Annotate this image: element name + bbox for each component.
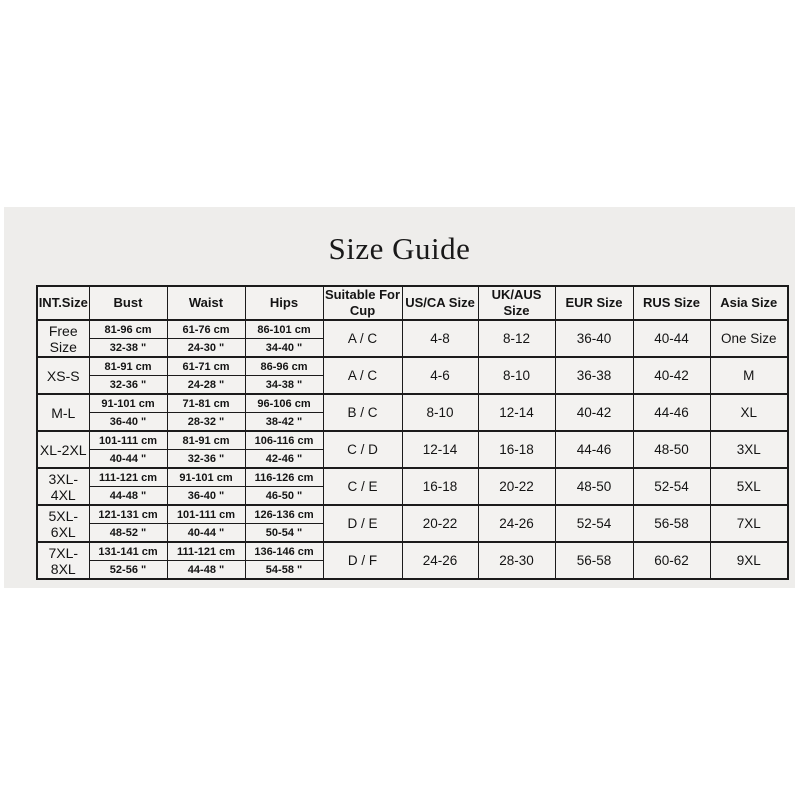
waist-in-cell: 32-36 " [167,450,245,469]
eur-cell: 36-40 [555,320,633,357]
eur-cell: 40-42 [555,394,633,431]
waist-in-cell: 24-28 " [167,376,245,395]
table-row [37,320,788,357]
hips-in-cell: 50-54 " [245,524,323,543]
header-hips: Hips [245,286,323,320]
hips-cm-cell: 106-116 cm [245,431,323,450]
cup-cell: C / E [323,468,402,505]
bust-cm-cell: 111-121 cm [89,468,167,487]
header-us-ca: US/CA Size [402,286,478,320]
us-ca-cell: 20-22 [402,505,478,542]
header-uk-aus: UK/AUS Size [478,286,555,320]
int-size-cell: 5XL-6XL [37,505,89,542]
eur-cell: 36-38 [555,357,633,394]
hips-cm-cell: 116-126 cm [245,468,323,487]
bust-cm-cell: 81-91 cm [89,357,167,376]
rus-cell: 40-42 [633,357,710,394]
us-ca-cell: 24-26 [402,542,478,579]
uk-aus-cell: 8-10 [478,357,555,394]
int-size-cell: M-L [37,394,89,431]
eur-cell: 44-46 [555,431,633,468]
hips-in-cell: 38-42 " [245,413,323,432]
bust-in-cell: 36-40 " [89,413,167,432]
cup-cell: D / E [323,505,402,542]
hips-in-cell: 54-58 " [245,561,323,580]
waist-cm-cell: 101-111 cm [167,505,245,524]
hips-cm-cell: 126-136 cm [245,505,323,524]
uk-aus-cell: 8-12 [478,320,555,357]
waist-in-cell: 40-44 " [167,524,245,543]
asia-cell: M [710,357,788,394]
bust-cm-cell: 81-96 cm [89,320,167,339]
rus-cell: 56-58 [633,505,710,542]
waist-in-cell: 36-40 " [167,487,245,506]
bust-in-cell: 52-56 " [89,561,167,580]
header-rus: RUS Size [633,286,710,320]
bust-cm-cell: 131-141 cm [89,542,167,561]
int-size-cell: 3XL-4XL [37,468,89,505]
hips-cm-cell: 86-96 cm [245,357,323,376]
page-title: Size Guide [328,231,471,266]
uk-aus-cell: 16-18 [478,431,555,468]
waist-cm-cell: 111-121 cm [167,542,245,561]
waist-cm-cell: 61-71 cm [167,357,245,376]
header-waist: Waist [167,286,245,320]
uk-aus-cell: 24-26 [478,505,555,542]
bust-cm-cell: 91-101 cm [89,394,167,413]
hips-cm-cell: 136-146 cm [245,542,323,561]
us-ca-cell: 4-6 [402,357,478,394]
waist-in-cell: 28-32 " [167,413,245,432]
size-guide-panel [4,207,795,588]
eur-cell: 52-54 [555,505,633,542]
asia-cell: 5XL [710,468,788,505]
bust-in-cell: 48-52 " [89,524,167,543]
uk-aus-cell: 20-22 [478,468,555,505]
int-size-cell: XS-S [37,357,89,394]
hips-in-cell: 34-38 " [245,376,323,395]
waist-cm-cell: 71-81 cm [167,394,245,413]
header-bust: Bust [89,286,167,320]
table-row [37,468,788,505]
eur-cell: 48-50 [555,468,633,505]
asia-cell: XL [710,394,788,431]
hips-cm-cell: 96-106 cm [245,394,323,413]
header-eur: EUR Size [555,286,633,320]
us-ca-cell: 16-18 [402,468,478,505]
int-size-cell: 7XL-8XL [37,542,89,579]
hips-in-cell: 46-50 " [245,487,323,506]
rus-cell: 60-62 [633,542,710,579]
hips-in-cell: 34-40 " [245,339,323,358]
cup-cell: A / C [323,320,402,357]
bust-in-cell: 32-36 " [89,376,167,395]
bust-in-cell: 44-48 " [89,487,167,506]
table-header-row [37,286,788,320]
hips-in-cell: 42-46 " [245,450,323,469]
table-row [37,394,788,431]
waist-cm-cell: 61-76 cm [167,320,245,339]
bust-in-cell: 40-44 " [89,450,167,469]
asia-cell: One Size [710,320,788,357]
table-row [37,431,788,468]
cup-cell: A / C [323,357,402,394]
uk-aus-cell: 28-30 [478,542,555,579]
table-row [37,505,788,542]
header-asia: Asia Size [710,286,788,320]
asia-cell: 9XL [710,542,788,579]
rus-cell: 40-44 [633,320,710,357]
us-ca-cell: 4-8 [402,320,478,357]
asia-cell: 3XL [710,431,788,468]
eur-cell: 56-58 [555,542,633,579]
hips-cm-cell: 86-101 cm [245,320,323,339]
int-size-cell: XL-2XL [37,431,89,468]
rus-cell: 44-46 [633,394,710,431]
table-row [37,357,788,394]
waist-cm-cell: 81-91 cm [167,431,245,450]
rus-cell: 52-54 [633,468,710,505]
table-row [37,542,788,579]
int-size-cell: Free Size [37,320,89,357]
header-cup: Suitable For Cup [324,287,401,318]
bust-in-cell: 32-38 " [89,339,167,358]
us-ca-cell: 8-10 [402,394,478,431]
size-table [36,285,789,580]
bust-cm-cell: 121-131 cm [89,505,167,524]
uk-aus-cell: 12-14 [478,394,555,431]
waist-in-cell: 24-30 " [167,339,245,358]
header-int-size: INT.Size [37,286,89,320]
waist-cm-cell: 91-101 cm [167,468,245,487]
asia-cell: 7XL [710,505,788,542]
cup-cell: B / C [323,394,402,431]
us-ca-cell: 12-14 [402,431,478,468]
cup-cell: C / D [323,431,402,468]
bust-cm-cell: 101-111 cm [89,431,167,450]
cup-cell: D / F [323,542,402,579]
rus-cell: 48-50 [633,431,710,468]
waist-in-cell: 44-48 " [167,561,245,580]
